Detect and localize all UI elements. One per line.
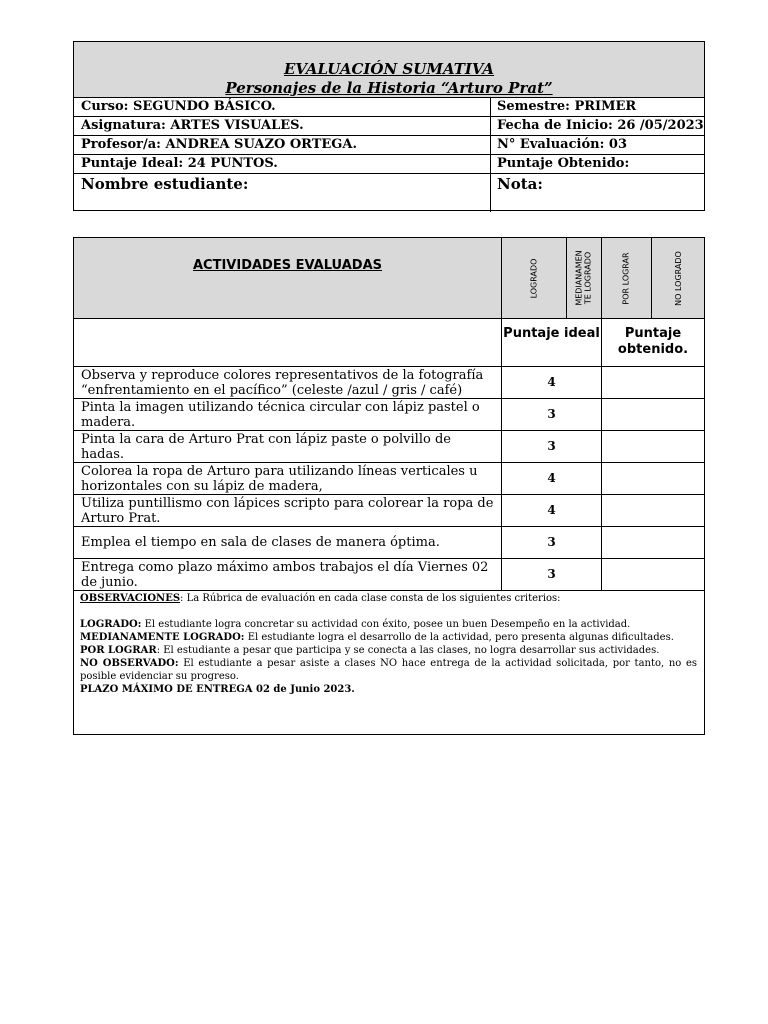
header-row-student xyxy=(74,174,704,212)
subject-field: Asignatura: ARTES VISUALES. xyxy=(74,117,491,135)
activity-description: Emplea el tiempo en sala de clases de manera óptima. xyxy=(74,527,502,558)
activity-ideal-score: 3 xyxy=(502,559,602,590)
activity-ideal-score: 3 xyxy=(502,399,602,430)
activity-obtained-score xyxy=(602,527,704,558)
document-title: EVALUACIÓN SUMATIVA xyxy=(283,60,495,78)
level-col-achieved xyxy=(502,238,567,318)
table-row xyxy=(74,431,704,463)
level-col-partially xyxy=(567,238,602,318)
activity-ideal-score: 3 xyxy=(502,431,602,462)
activity-obtained-score xyxy=(602,463,704,494)
ideal-score-header: Puntaje ideal xyxy=(502,319,602,366)
activities-header-row xyxy=(74,238,704,319)
level-label-not-achieved: NO LOGRADO xyxy=(673,250,683,306)
table-row xyxy=(74,367,704,399)
criterion-in-progress: POR LOGRAR: El estudiante a pesar que participa y se conecta a las clases, no logra desarrollar sus actividades. xyxy=(80,645,660,656)
header-row-subject xyxy=(74,117,704,136)
level-label-partially: MEDIANAMEN TE LOGRADO xyxy=(575,250,594,306)
activities-heading-cell xyxy=(74,238,502,318)
activity-obtained-score xyxy=(602,367,704,398)
activity-ideal-score: 4 xyxy=(502,495,602,526)
observations-intro: OBSERVACIONES: La Rúbrica de evaluación en cada clase consta de los siguientes criterios: xyxy=(80,593,561,604)
activity-obtained-score xyxy=(602,399,704,430)
activities-table xyxy=(73,237,705,735)
activity-description: Entrega como plazo máximo ambos trabajos el día Viernes 02 de junio. xyxy=(74,559,502,590)
activity-obtained-score xyxy=(602,559,704,590)
table-row xyxy=(74,527,704,559)
activity-description: Pinta la imagen utilizando técnica circular con lápiz pastel o madera. xyxy=(74,399,502,430)
teacher-field: Profesor/a: ANDREA SUAZO ORTEGA. xyxy=(74,136,491,154)
header-row-score xyxy=(74,155,704,174)
level-label-in-progress: POR LOGRAR xyxy=(622,251,631,305)
semester-field: Semestre: PRIMER xyxy=(497,99,637,114)
observations-label: OBSERVACIONES xyxy=(80,593,181,604)
criterion-not-observed: NO OBSERVADO: El estudiante a pesar asiste a clases NO hace entrega de la actividad solicitada, por tanto, no es posible evidenciar su progreso. xyxy=(80,658,697,682)
header-title-block xyxy=(74,42,704,98)
activity-ideal-score: 3 xyxy=(502,527,602,558)
obtained-score-header: Puntaje obtenido. xyxy=(617,326,689,357)
evaluation-number-field: N° Evaluación: 03 xyxy=(497,137,627,152)
student-name-field: Nombre estudiante: xyxy=(74,174,491,212)
score-header-row xyxy=(74,319,704,367)
course-field: Curso: SEGUNDO BÁSICO. xyxy=(74,98,491,116)
activity-description: Pinta la cara de Arturo Prat con lápiz paste o polvillo de hadas. xyxy=(74,431,502,462)
criterion-partially: MEDIANAMENTE LOGRADO: El estudiante logra el desarrollo de la actividad, pero presenta algunas dificultades. xyxy=(80,632,674,643)
grade-field: Nota: xyxy=(497,175,543,193)
level-label-achieved: LOGRADO xyxy=(529,258,539,298)
activity-obtained-score xyxy=(602,431,704,462)
document-subtitle: Personajes de la Historia “Arturo Prat” xyxy=(225,79,553,97)
activity-obtained-score xyxy=(602,495,704,526)
deadline-note: PLAZO MÁXIMO DE ENTREGA 02 de Junio 2023. xyxy=(80,684,355,695)
level-col-in-progress xyxy=(602,238,652,318)
activity-ideal-score: 4 xyxy=(502,367,602,398)
start-date-field: Fecha de Inicio: 26 /05/2023 xyxy=(497,118,704,133)
table-row xyxy=(74,463,704,495)
ideal-score-field: Puntaje Ideal: 24 PUNTOS. xyxy=(74,155,491,173)
activities-heading: ACTIVIDADES EVALUADAS xyxy=(193,258,382,273)
criterion-achieved: LOGRADO: El estudiante logra concretar su actividad con éxito, posee un buen Desempeño en la actividad. xyxy=(80,619,631,630)
observations-section xyxy=(74,591,704,696)
header-table xyxy=(73,41,705,211)
activity-description: Observa y reproduce colores representativos de la fotografía “enfrentamiento en el pacífico” (celeste /azul / gris / café) xyxy=(74,367,502,398)
header-row-teacher xyxy=(74,136,704,155)
activity-description: Colorea la ropa de Arturo para utilizando líneas verticales u horizontales con su lápiz de madera, xyxy=(74,463,502,494)
activity-ideal-score: 4 xyxy=(502,463,602,494)
table-row xyxy=(74,399,704,431)
activity-description: Utiliza puntillismo con lápices scripto para colorear la ropa de Arturo Prat. xyxy=(74,495,502,526)
table-row xyxy=(74,559,704,591)
level-col-not-achieved xyxy=(652,238,704,318)
header-row-course xyxy=(74,98,704,117)
obtained-score-field: Puntaje Obtenido: xyxy=(497,156,630,171)
table-row xyxy=(74,495,704,527)
